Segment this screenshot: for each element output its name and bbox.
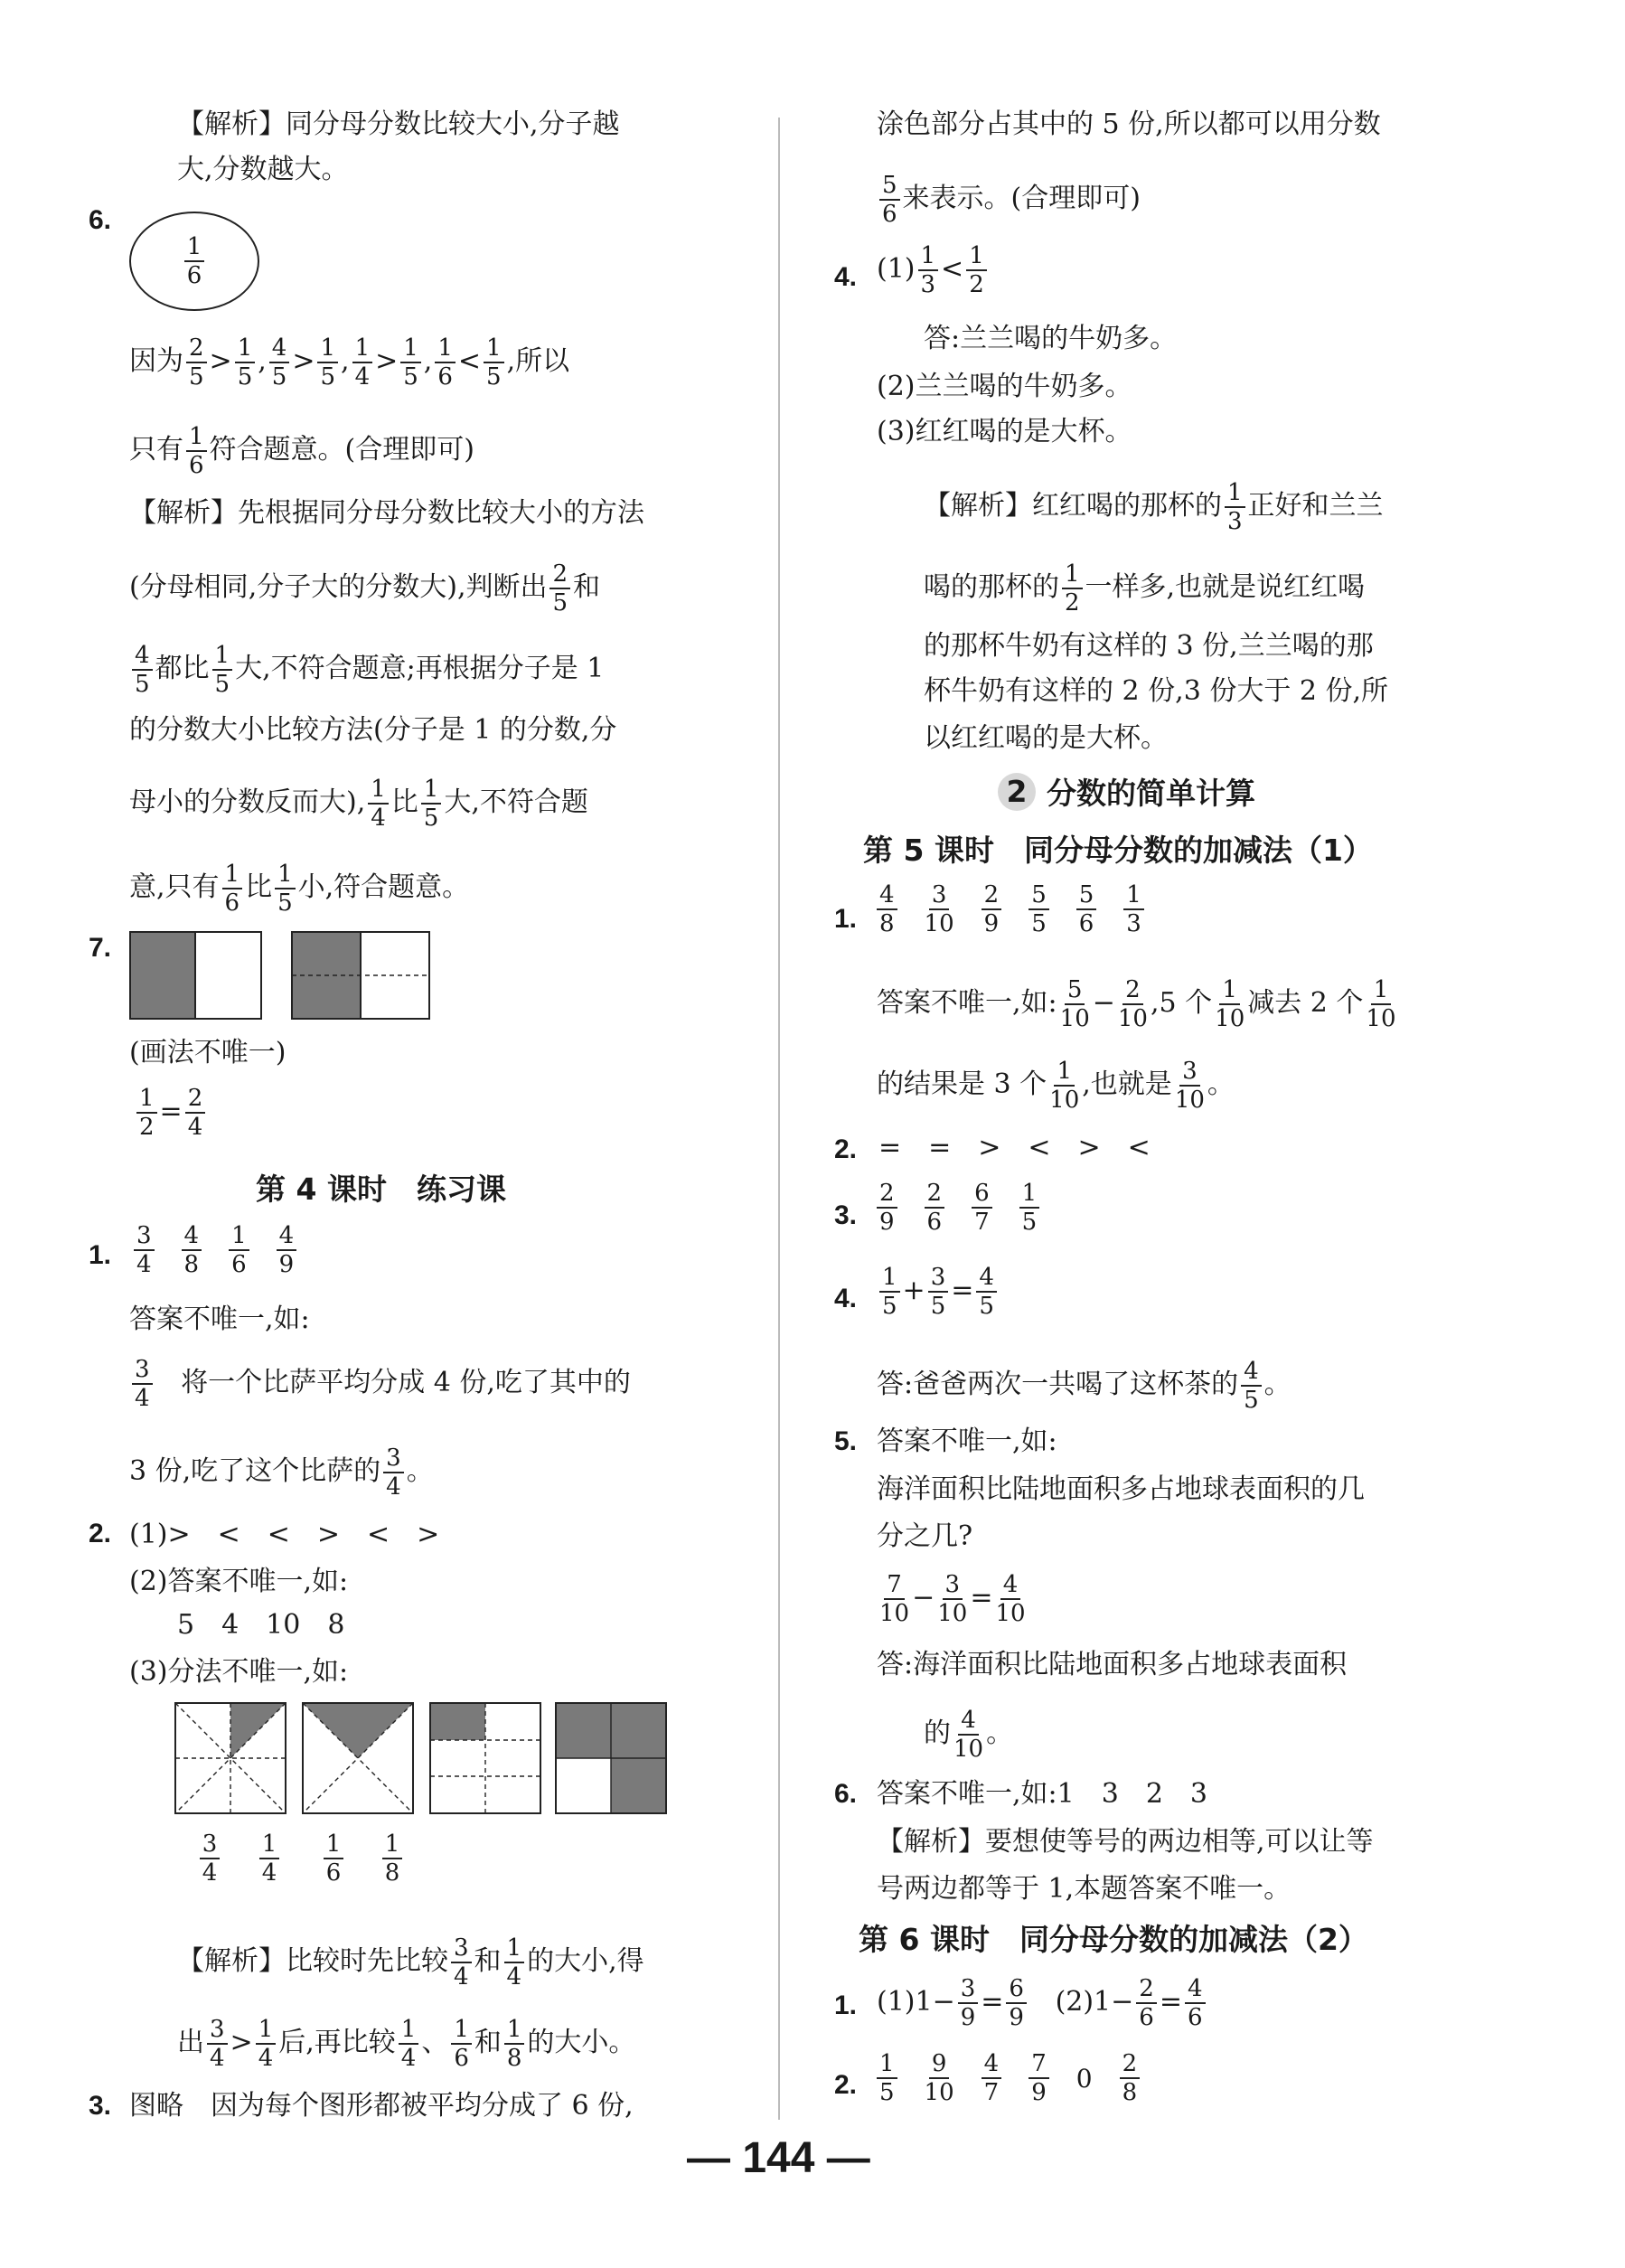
answer-line: 答:海洋面积比陆地面积多占地球表面积 (877, 1649, 1348, 1680)
analysis-line: 意,只有 $\frac{1}{6}$ 比 $\frac{1}{5}$ 小,符合题意。 (129, 861, 470, 917)
answer-line: 答案不唯一,如:1 3 2 3 (877, 1778, 1207, 1810)
answer-line: 的 $\frac{4}{10}$ 。 (924, 1707, 1014, 1763)
answer-line: 分之几? (877, 1520, 973, 1552)
question-number: 2. (834, 1134, 858, 1164)
equation: $\frac{1}{5}$ + $\frac{3}{5}$ = $\frac{4}{5}$ (877, 1264, 1000, 1320)
page-number: — 144 — (687, 2134, 870, 2182)
answer-line: 海洋面积比陆地面积多占地球表面积的几 (877, 1473, 1365, 1505)
answer-line: (3)分法不唯一,如: (129, 1656, 349, 1688)
analysis-line: 喝的那杯的 $\frac{1}{2}$ 一样多,也就是说红红喝 (924, 560, 1366, 616)
analysis-line: 的那杯牛奶有这样的 3 份,兰兰喝的那 (924, 630, 1374, 662)
question-number: 5. (834, 1426, 858, 1456)
question-number: 6. (89, 205, 112, 235)
question-number: 1. (89, 1240, 112, 1270)
note: (画法不唯一) (129, 1037, 286, 1068)
equation: $\frac{7}{10}$ − $\frac{3}{10}$ = $\frac{4}{10}$ (879, 1571, 1026, 1627)
q7-shaded-rectangles (129, 931, 437, 1021)
fraction-row: $\frac{3}{4}$ $\frac{4}{8}$ $\frac{1}{6}$ $\frac{4}{9}$ (134, 1222, 296, 1278)
analysis-line: (分母相同,分子大的分数大),判断出 $\frac{2}{5}$ 和 (129, 560, 601, 616)
answer-line: 答案不唯一,如: $\frac{5}{10}$ − $\frac{2}{10}$ ,5 个 $\frac{1}{10}$ 减去 2 个 $\frac{1}{10}$ (877, 976, 1396, 1032)
analysis-line: 【解析】比较时先比较 $\frac{3}{4}$ 和 $\frac{1}{4}$ 的大小,得 (177, 1934, 644, 1990)
circled-fraction: $\frac{1}{6}$ (129, 212, 259, 311)
fraction-row: $\frac{1}{5}$ $\frac{9}{10}$ $\frac{4}{7}$ $\frac{7}{9}$ 0 $\frac{2}{8}$ (877, 2050, 1140, 2106)
fraction-row: $\frac{2}{9}$ $\frac{2}{6}$ $\frac{6}{7}$ $\frac{1}{5}$ (877, 1180, 1039, 1236)
answer-line: 5 4 10 8 (177, 1609, 345, 1641)
fraction-row: $\frac{4}{8}$ $\frac{3}{10}$ $\frac{2}{9}$ $\frac{5}{5}$ $\frac{5}{6}$ $\frac{1}{3}$ (877, 881, 1144, 937)
answer-line: 图略 因为每个图形都被平均分成了 6 份, (129, 2090, 634, 2122)
answer-line: = = > < > < (878, 1132, 1151, 1163)
analysis-line: 大,分数越大。 (177, 154, 349, 185)
q6-reason-line: 因为 $\frac{2}{5}$ > $\frac{1}{5}$ , $\frac{4}{5}$ > $\frac{1}{5}$ , $\frac{1}{4}$ > $\frac{1}{5}$ , $\frac{1}{6}$ < $\frac{1}{5}$ ,所以 (129, 334, 570, 391)
answer-line: $\frac{5}{6}$ 来表示。(合理即可) (877, 172, 1141, 228)
analysis-line: 出 $\frac{3}{4}$ > $\frac{1}{4}$ 后,再比较 $\frac{1}{4}$ 、 $\frac{1}{6}$ 和 $\frac{1}{8}$ 的大小。 (177, 2016, 636, 2072)
equation: (1)1− $\frac{3}{9}$ = $\frac{6}{9}$ (2)1− $\frac{2}{6}$ = $\frac{4}{6}$ (877, 1975, 1208, 2031)
question-number: 7. (89, 933, 112, 963)
answer-line: 答案不唯一,如: (877, 1426, 1057, 1457)
analysis-line: 号两边都等于 1,本题答案不唯一。 (877, 1873, 1292, 1905)
question-number: 1. (834, 1990, 858, 2020)
answer-line: (3)红红喝的是大杯。 (877, 416, 1132, 447)
analysis-line: $\frac{4}{5}$ 都比 $\frac{1}{5}$ 大,不符合题意;再根据分子是 1 (129, 642, 604, 698)
answer-line: (1)> < < > < > (129, 1519, 440, 1550)
analysis-line: 【解析】红红喝的那杯的 $\frac{1}{3}$ 正好和兰兰 (924, 479, 1384, 535)
analysis-line: 母小的分数反而大), $\frac{1}{4}$ 比 $\frac{1}{5}$ 大,不符合题 (129, 776, 588, 832)
question-number: 2. (834, 2070, 858, 2100)
analysis-line: 【解析】同分母分数比较大小,分子越 (177, 108, 620, 140)
analysis-line: 的分数大小比较方法(分子是 1 的分数,分 (129, 714, 617, 746)
answer-line: 3 份,吃了这个比萨的 $\frac{3}{4}$ 。 (129, 1445, 434, 1501)
answer-line: 的结果是 3 个 $\frac{1}{10}$ ,也就是 $\frac{3}{10}$ 。 (877, 1058, 1235, 1114)
q6-reason-line: 只有 $\frac{1}{6}$ 符合题意。(合理即可) (129, 423, 474, 479)
section-heading: 2 分数的简单计算 (998, 770, 1255, 813)
column-divider (778, 118, 780, 2120)
answer-line: $\frac{3}{4}$ 将一个比萨平均分成 4 份,吃了其中的 (129, 1356, 631, 1412)
answer-line: 涂色部分占其中的 5 份,所以都可以用分数 (877, 108, 1381, 140)
lesson-heading: 第 4 课时 练习课 (256, 1172, 506, 1207)
question-number: 2. (89, 1519, 112, 1548)
division-squares (174, 1702, 667, 1815)
question-number: 4. (834, 262, 858, 292)
question-number: 6. (834, 1779, 858, 1809)
analysis-line: 杯牛奶有这样的 2 份,3 份大于 2 份,所 (924, 675, 1389, 707)
answer-line: (2)兰兰喝的牛奶多。 (877, 371, 1132, 402)
answer-line: 答:兰兰喝的牛奶多。 (924, 323, 1178, 354)
analysis-line: 【解析】先根据同分母分数比较大小的方法 (129, 497, 644, 529)
analysis-line: 【解析】要想使等号的两边相等,可以让等 (877, 1826, 1374, 1858)
question-number: 4. (834, 1284, 858, 1313)
analysis-line: 以红红喝的是大杯。 (924, 722, 1168, 754)
lesson-heading: 第 5 课时 同分母分数的加减法（1） (863, 833, 1373, 868)
question-number: 3. (89, 2091, 112, 2121)
question-number: 3. (834, 1200, 858, 1230)
square-fraction-labels: $\frac{3}{4}$ $\frac{1}{4}$ $\frac{1}{6}$ $\frac{1}{8}$ (180, 1830, 422, 1887)
lesson-heading: 第 6 课时 同分母分数的加减法（2） (859, 1922, 1368, 1957)
equation: $\frac{1}{2}$ = $\frac{2}{4}$ (134, 1085, 208, 1141)
answer-line: 答案不唯一,如: (129, 1303, 310, 1335)
question-number: 1. (834, 904, 858, 934)
answer-line: (2)答案不唯一,如: (129, 1566, 349, 1597)
answer-line: 答:爸爸两次一共喝了这杯茶的 $\frac{4}{5}$ 。 (877, 1358, 1292, 1414)
section-number: 2 (998, 773, 1036, 811)
answer-line: (1) $\frac{1}{3}$ < $\frac{1}{2}$ (877, 242, 990, 298)
